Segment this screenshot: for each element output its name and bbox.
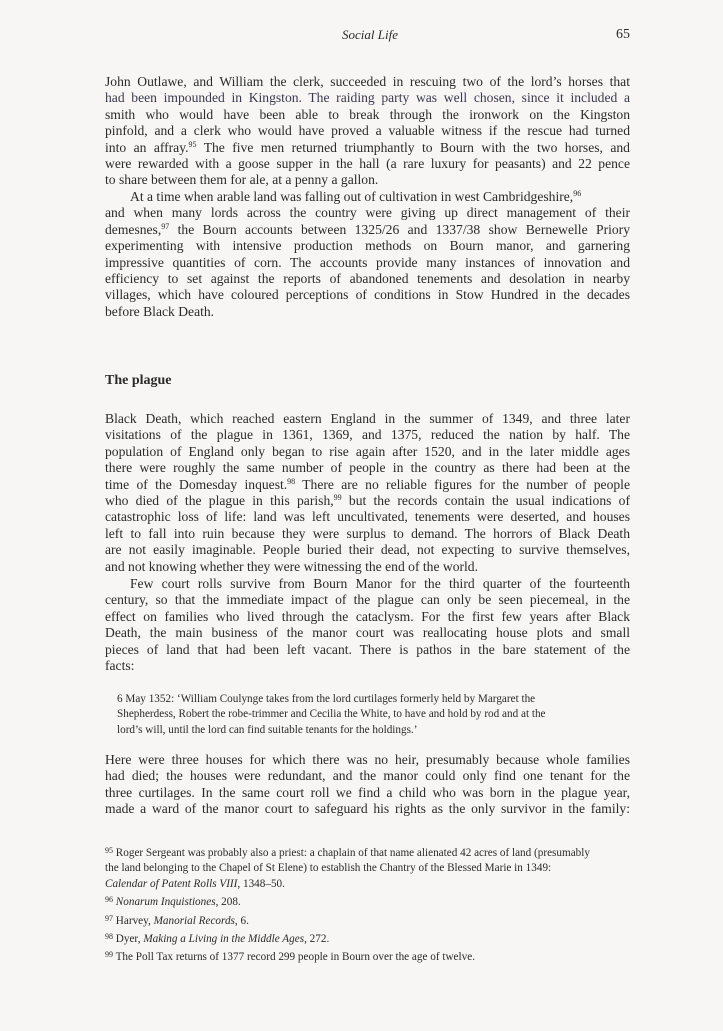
text-line: Death, the main business of the manor court was reallocating house plots and small — [105, 625, 630, 641]
footnote-text: , 208. — [215, 896, 241, 909]
footnote-text: , 272. — [304, 933, 330, 946]
text-line: Here were three houses for which there was no heir, presumably because whole families — [105, 752, 630, 767]
footnote-text: Dyer, — [113, 933, 144, 946]
paragraph-horse-rescue — [105, 74, 630, 189]
text-line: to share between them for ale, at a penny a gallon. — [105, 172, 379, 188]
footnote-number: 98 — [105, 932, 113, 942]
text-line: and when many lords across the country were giving up direct management of their — [105, 205, 630, 221]
text-fragment: There are no reliable figures for the number of people — [295, 476, 630, 492]
footnote-ref-99[interactable]: 99 — [333, 493, 342, 503]
text-line: smith who would have been able to break through the ironwork on the Kingston — [105, 106, 630, 122]
text-fragment: The five men returned triumphantly to Bourn with the two horses, and — [196, 139, 630, 155]
footnote-ref-95[interactable]: 95 — [188, 139, 197, 149]
text-line: pieces of land that had been left vacant. There is pathos in the bare statement of the — [105, 641, 630, 657]
quote-line: Shepherdess, Robert the robe-trimmer and Cecilia the White, to have and hold by rod and at the — [117, 708, 546, 721]
footnote-95-line2: the land belonging to the Chapel of St Elene) to establish the Chantry of the Blessed Marie in 1349: — [105, 862, 552, 875]
text-line: had died; the houses were redundant, and the manor could only find one tenant for the — [105, 768, 630, 784]
quote-line: 6 May 1352: ‘William Coulynge takes from the lord curtilages formerly held by Margaret the — [117, 693, 536, 705]
text-line: three curtilages. In the same court roll we find a child who was born in the plague year, — [105, 784, 630, 800]
text-line — [105, 140, 630, 156]
text-fragment: who died of the plague in this parish, — [105, 493, 334, 509]
text-line: century, so that the immediate impact of the plague can only be seen piecemeal, in the — [105, 592, 630, 608]
text-line — [105, 493, 630, 509]
text-line: pinfold, and a clerk who would have proved a valuable witness if the rescue had turned — [105, 123, 630, 139]
text-line — [105, 189, 630, 205]
running-head — [0, 27, 723, 47]
footnote-ref-97[interactable]: 97 — [161, 221, 170, 231]
text-line: Black Death, which reached eastern England in the summer of 1349, and three later — [105, 411, 630, 426]
footnote-text: Roger Sergeant was probably also a priest: a chaplain of that name alienated 42 acres of land (presumably — [113, 847, 590, 859]
section-heading: The plague — [105, 373, 172, 388]
text-line: and not knowing whether they were witnessing the end of the world. — [105, 558, 478, 574]
footnote-95-line3 — [105, 877, 625, 892]
paragraph-black-death — [105, 411, 630, 575]
footnote-number: 99 — [105, 950, 113, 960]
text-line: before Black Death. — [105, 303, 215, 319]
footnote-number: 97 — [105, 913, 113, 923]
text-line: left to fall into ruin because they were surplus to demand. The horrors of Black Death — [105, 525, 630, 541]
text-fragment: the Bourn accounts between 1325/26 and 1337/38 show Bernewelle Priory — [169, 221, 630, 237]
text-line: impressive quantities of corn. The accounts provide many instances of innovation and — [105, 254, 630, 270]
text-line: made a ward of the manor court to safeguard his rights as the only survivor in the family: — [105, 801, 630, 817]
footnote-text: The Poll Tax returns of 1377 record 299 people in Bourn over the age of twelve. — [113, 951, 475, 964]
text-line: were rewarded with a goose supper in the hall (a rare luxury for peasants) and 22 pence — [105, 156, 630, 172]
footnote-number: 96 — [105, 895, 113, 905]
text-fragment: but the records contain the usual indications of — [341, 493, 630, 509]
text-line: effect on families who lived through the cataclysm. For the first few years after Black — [105, 608, 630, 624]
footnote-98 — [105, 929, 625, 947]
footnote-text: , 6. — [234, 914, 249, 927]
citation-title: Manorial Records — [153, 914, 235, 927]
text-fragment: demesnes, — [105, 221, 162, 237]
text-line: experimenting with intensive production methods on Bourn manor, and garnering — [105, 238, 630, 254]
paragraph-three-houses — [105, 752, 630, 818]
footnote-text: Harvey, — [113, 914, 154, 927]
footnote-97 — [105, 911, 625, 929]
footnote-ref-98[interactable]: 98 — [287, 476, 296, 486]
text-line: population of England only began to rise again after 1520, and in the later middle ages — [105, 443, 630, 459]
page-number: 65 — [616, 27, 630, 42]
footnote-96 — [105, 892, 625, 910]
text-line: catastrophic loss of life: land was left uncultivated, tenements were deserted, and houses — [105, 509, 630, 525]
citation-title: Nonarum Inquistiones — [113, 896, 216, 909]
citation-title: Making a Living in the Middle Ages — [143, 933, 305, 946]
block-quote — [117, 692, 629, 738]
text-line — [105, 477, 630, 493]
text-line: Few court rolls survive from Bourn Manor for the third quarter of the fourteenth — [130, 576, 630, 591]
text-line: are not easily imaginable. People buried their dead, not expecting to survive themselves, — [105, 542, 630, 558]
paragraph-court-rolls — [105, 576, 630, 674]
text-line — [105, 222, 630, 238]
text-line: villages, which have coloured perceptions of conditions in Stow Hundred in the decades — [105, 287, 630, 303]
text-fragment: time of the Domesday inquest. — [105, 476, 288, 492]
text-line: had been impounded in Kingston. The raiding party was well chosen, since it included a — [105, 90, 630, 106]
running-head-title: Social Life — [342, 27, 398, 42]
paragraph-arable-land — [105, 189, 630, 320]
text-line: visitations of the plague in 1361, 1369, and 1375, reduced the nation by half. The — [105, 427, 630, 443]
text-fragment: into an affray. — [105, 139, 189, 155]
text-line: facts: — [105, 658, 135, 674]
footnote-95 — [105, 843, 625, 861]
text-line: efficiency to set against the reports of abandoned tenements and desolation in nearby — [105, 271, 630, 287]
quote-line: lord’s will, until the lord can find suitable tenants for the holdings.’ — [117, 723, 418, 736]
text-line: John Outlawe, and William the clerk, succeeded in rescuing two of the lord’s horses that — [105, 74, 630, 89]
footnotes — [105, 843, 625, 966]
footnote-text: , 1348–50. — [237, 877, 285, 890]
footnote-number: 95 — [105, 846, 113, 855]
text-fragment: At a time when arable land was falling out of cultivation in west Cambridgeshire, — [130, 189, 574, 204]
citation-title: Calendar of Patent Rolls VIII — [105, 877, 238, 890]
footnote-ref-96[interactable]: 96 — [573, 189, 582, 198]
footnote-99 — [105, 947, 625, 965]
text-line: there were roughly the same number of people in the country as there had been at the — [105, 460, 630, 476]
